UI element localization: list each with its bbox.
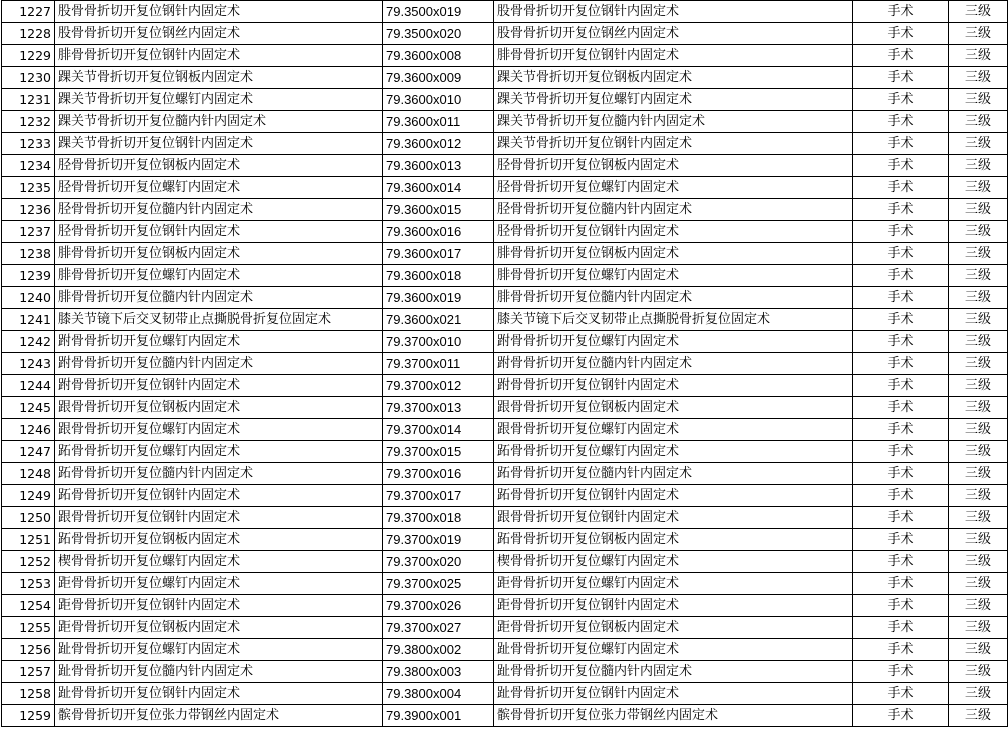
table-row [2, 67, 1008, 89]
row-number-cell: 1238 [2, 243, 55, 265]
procedure-type-cell: 手术 [853, 353, 949, 375]
row-number-cell: 1253 [2, 573, 55, 595]
table-row [2, 111, 1008, 133]
procedure-name-cell: 距骨骨折切开复位钢针内固定术 [55, 595, 383, 617]
procedure-type-cell: 手术 [853, 595, 949, 617]
procedure-level-cell: 三级 [949, 155, 1008, 177]
procedure-name-cell: 跗骨骨折切开复位螺钉内固定术 [55, 331, 383, 353]
procedure-level-cell: 三级 [949, 639, 1008, 661]
procedure-name-cell: 跗骨骨折切开复位钢针内固定术 [55, 375, 383, 397]
procedure-name-cell: 跟骨骨折切开复位钢针内固定术 [55, 507, 383, 529]
procedure-code-cell: 79.3600x017 [383, 243, 494, 265]
procedure-level-cell: 三级 [949, 67, 1008, 89]
procedure-name-standard-cell: 跖骨骨折切开复位钢板内固定术 [494, 529, 853, 551]
procedure-type-cell: 手术 [853, 529, 949, 551]
procedure-name-standard-cell: 趾骨骨折切开复位髓内针内固定术 [494, 661, 853, 683]
procedure-code-cell: 79.3600x010 [383, 89, 494, 111]
row-number-cell: 1242 [2, 331, 55, 353]
procedure-code-cell: 79.3700x020 [383, 551, 494, 573]
row-number-cell: 1243 [2, 353, 55, 375]
table-row [2, 397, 1008, 419]
procedure-type-cell: 手术 [853, 287, 949, 309]
procedure-name-standard-cell: 踝关节骨折切开复位螺钉内固定术 [494, 89, 853, 111]
procedure-name-cell: 腓骨骨折切开复位螺钉内固定术 [55, 265, 383, 287]
procedure-code-cell: 79.3700x025 [383, 573, 494, 595]
row-number-cell: 1227 [2, 1, 55, 23]
table-row [2, 23, 1008, 45]
row-number-cell: 1233 [2, 133, 55, 155]
procedure-name-standard-cell: 趾骨骨折切开复位钢针内固定术 [494, 683, 853, 705]
procedure-type-cell: 手术 [853, 617, 949, 639]
procedure-level-cell: 三级 [949, 111, 1008, 133]
procedure-type-cell: 手术 [853, 89, 949, 111]
table-row [2, 1, 1008, 23]
table-row [2, 199, 1008, 221]
procedure-level-cell: 三级 [949, 23, 1008, 45]
row-number-cell: 1239 [2, 265, 55, 287]
procedure-type-cell: 手术 [853, 375, 949, 397]
procedure-name-cell: 胫骨骨折切开复位钢板内固定术 [55, 155, 383, 177]
table-row [2, 485, 1008, 507]
procedure-name-standard-cell: 跗骨骨折切开复位螺钉内固定术 [494, 331, 853, 353]
procedure-type-cell: 手术 [853, 463, 949, 485]
procedure-name-standard-cell: 股骨骨折切开复位钢丝内固定术 [494, 23, 853, 45]
procedure-code-cell: 79.3800x003 [383, 661, 494, 683]
procedure-name-standard-cell: 距骨骨折切开复位钢针内固定术 [494, 595, 853, 617]
row-number-cell: 1234 [2, 155, 55, 177]
procedure-type-cell: 手术 [853, 551, 949, 573]
procedure-name-standard-cell: 踝关节骨折切开复位钢板内固定术 [494, 67, 853, 89]
procedure-name-standard-cell: 踝关节骨折切开复位钢针内固定术 [494, 133, 853, 155]
procedure-name-cell: 胫骨骨折切开复位螺钉内固定术 [55, 177, 383, 199]
procedure-name-cell: 胫骨骨折切开复位髓内针内固定术 [55, 199, 383, 221]
procedure-type-cell: 手术 [853, 397, 949, 419]
row-number-cell: 1252 [2, 551, 55, 573]
procedure-level-cell: 三级 [949, 221, 1008, 243]
table-row [2, 309, 1008, 331]
procedure-level-cell: 三级 [949, 617, 1008, 639]
row-number-cell: 1251 [2, 529, 55, 551]
procedure-code-cell: 79.3800x002 [383, 639, 494, 661]
procedure-name-standard-cell: 跟骨骨折切开复位螺钉内固定术 [494, 419, 853, 441]
procedure-name-cell: 股骨骨折切开复位钢丝内固定术 [55, 23, 383, 45]
procedure-name-standard-cell: 跖骨骨折切开复位钢针内固定术 [494, 485, 853, 507]
procedure-type-cell: 手术 [853, 683, 949, 705]
procedure-level-cell: 三级 [949, 441, 1008, 463]
procedure-level-cell: 三级 [949, 463, 1008, 485]
row-number-cell: 1259 [2, 705, 55, 727]
procedure-name-cell: 跟骨骨折切开复位螺钉内固定术 [55, 419, 383, 441]
procedure-code-cell: 79.3600x009 [383, 67, 494, 89]
procedure-type-cell: 手术 [853, 45, 949, 67]
row-number-cell: 1247 [2, 441, 55, 463]
procedure-type-cell: 手术 [853, 199, 949, 221]
procedure-level-cell: 三级 [949, 507, 1008, 529]
procedure-level-cell: 三级 [949, 243, 1008, 265]
procedure-code-cell: 79.3600x014 [383, 177, 494, 199]
procedure-code-cell: 79.3700x010 [383, 331, 494, 353]
procedure-level-cell: 三级 [949, 265, 1008, 287]
procedure-name-standard-cell: 趾骨骨折切开复位螺钉内固定术 [494, 639, 853, 661]
table-row [2, 595, 1008, 617]
procedure-level-cell: 三级 [949, 375, 1008, 397]
row-number-cell: 1248 [2, 463, 55, 485]
procedure-level-cell: 三级 [949, 1, 1008, 23]
procedure-type-cell: 手术 [853, 243, 949, 265]
row-number-cell: 1255 [2, 617, 55, 639]
procedure-type-cell: 手术 [853, 133, 949, 155]
procedure-code-cell: 79.3700x018 [383, 507, 494, 529]
procedure-type-cell: 手术 [853, 265, 949, 287]
procedure-level-cell: 三级 [949, 353, 1008, 375]
table-row [2, 375, 1008, 397]
procedure-type-cell: 手术 [853, 441, 949, 463]
procedure-code-cell: 79.3600x011 [383, 111, 494, 133]
procedure-name-standard-cell: 距骨骨折切开复位螺钉内固定术 [494, 573, 853, 595]
row-number-cell: 1250 [2, 507, 55, 529]
table-row [2, 441, 1008, 463]
procedure-code-cell: 79.3600x019 [383, 287, 494, 309]
procedure-code-cell: 79.3600x013 [383, 155, 494, 177]
procedure-type-cell: 手术 [853, 67, 949, 89]
procedure-name-cell: 踝关节骨折切开复位钢板内固定术 [55, 67, 383, 89]
procedure-code-cell: 79.3800x004 [383, 683, 494, 705]
row-number-cell: 1230 [2, 67, 55, 89]
procedure-type-cell: 手术 [853, 573, 949, 595]
procedure-code-cell: 79.3900x001 [383, 705, 494, 727]
procedure-level-cell: 三级 [949, 309, 1008, 331]
row-number-cell: 1246 [2, 419, 55, 441]
table-row [2, 221, 1008, 243]
procedure-code-cell: 79.3700x011 [383, 353, 494, 375]
row-number-cell: 1229 [2, 45, 55, 67]
procedure-name-standard-cell: 膝关节镜下后交叉韧带止点撕脱骨折复位固定术 [494, 309, 853, 331]
table-row [2, 177, 1008, 199]
procedure-level-cell: 三级 [949, 331, 1008, 353]
row-number-cell: 1241 [2, 309, 55, 331]
procedure-code-cell: 79.3500x019 [383, 1, 494, 23]
procedure-name-cell: 趾骨骨折切开复位髓内针内固定术 [55, 661, 383, 683]
row-number-cell: 1254 [2, 595, 55, 617]
procedure-name-cell: 腓骨骨折切开复位钢板内固定术 [55, 243, 383, 265]
procedure-name-standard-cell: 髌骨骨折切开复位张力带钢丝内固定术 [494, 705, 853, 727]
procedure-name-cell: 跖骨骨折切开复位螺钉内固定术 [55, 441, 383, 463]
procedure-name-standard-cell: 腓骨骨折切开复位髓内针内固定术 [494, 287, 853, 309]
row-number-cell: 1228 [2, 23, 55, 45]
procedure-name-cell: 踝关节骨折切开复位螺钉内固定术 [55, 89, 383, 111]
procedure-level-cell: 三级 [949, 177, 1008, 199]
procedure-name-standard-cell: 胫骨骨折切开复位螺钉内固定术 [494, 177, 853, 199]
procedure-level-cell: 三级 [949, 551, 1008, 573]
procedure-type-cell: 手术 [853, 155, 949, 177]
table-row [2, 45, 1008, 67]
table-row [2, 89, 1008, 111]
procedure-code-cell: 79.3600x012 [383, 133, 494, 155]
procedure-type-cell: 手术 [853, 177, 949, 199]
table-row [2, 287, 1008, 309]
procedure-name-cell: 膝关节镜下后交叉韧带止点撕脱骨折复位固定术 [55, 309, 383, 331]
procedure-type-cell: 手术 [853, 661, 949, 683]
table-row [2, 507, 1008, 529]
procedure-name-cell: 腓骨骨折切开复位髓内针内固定术 [55, 287, 383, 309]
table-row [2, 617, 1008, 639]
procedure-name-standard-cell: 跖骨骨折切开复位螺钉内固定术 [494, 441, 853, 463]
procedure-level-cell: 三级 [949, 199, 1008, 221]
table-row [2, 331, 1008, 353]
table-row [2, 155, 1008, 177]
procedure-name-standard-cell: 踝关节骨折切开复位髓内针内固定术 [494, 111, 853, 133]
procedure-level-cell: 三级 [949, 397, 1008, 419]
procedure-code-cell: 79.3600x021 [383, 309, 494, 331]
procedure-type-cell: 手术 [853, 485, 949, 507]
row-number-cell: 1257 [2, 661, 55, 683]
procedure-type-cell: 手术 [853, 1, 949, 23]
procedure-name-cell: 跟骨骨折切开复位钢板内固定术 [55, 397, 383, 419]
procedure-name-standard-cell: 距骨骨折切开复位钢板内固定术 [494, 617, 853, 639]
procedure-name-standard-cell: 跗骨骨折切开复位髓内针内固定术 [494, 353, 853, 375]
procedure-name-standard-cell: 腓骨骨折切开复位钢针内固定术 [494, 45, 853, 67]
procedure-level-cell: 三级 [949, 529, 1008, 551]
procedure-name-cell: 跖骨骨折切开复位钢板内固定术 [55, 529, 383, 551]
table-row [2, 419, 1008, 441]
row-number-cell: 1232 [2, 111, 55, 133]
row-number-cell: 1244 [2, 375, 55, 397]
procedure-name-cell: 楔骨骨折切开复位螺钉内固定术 [55, 551, 383, 573]
procedure-name-standard-cell: 跟骨骨折切开复位钢针内固定术 [494, 507, 853, 529]
procedure-name-cell: 跖骨骨折切开复位钢针内固定术 [55, 485, 383, 507]
table-row [2, 265, 1008, 287]
procedure-name-cell: 髌骨骨折切开复位张力带钢丝内固定术 [55, 705, 383, 727]
table-row [2, 243, 1008, 265]
procedure-type-cell: 手术 [853, 331, 949, 353]
procedure-name-standard-cell: 胫骨骨折切开复位髓内针内固定术 [494, 199, 853, 221]
row-number-cell: 1258 [2, 683, 55, 705]
procedure-code-cell: 79.3700x016 [383, 463, 494, 485]
row-number-cell: 1249 [2, 485, 55, 507]
procedure-type-cell: 手术 [853, 309, 949, 331]
procedure-code-cell: 79.3600x018 [383, 265, 494, 287]
procedure-code-cell: 79.3700x012 [383, 375, 494, 397]
procedure-name-standard-cell: 跖骨骨折切开复位髓内针内固定术 [494, 463, 853, 485]
procedure-code-cell: 79.3600x008 [383, 45, 494, 67]
table-row [2, 573, 1008, 595]
row-number-cell: 1236 [2, 199, 55, 221]
procedure-name-standard-cell: 胫骨骨折切开复位钢针内固定术 [494, 221, 853, 243]
procedure-name-cell: 踝关节骨折切开复位髓内针内固定术 [55, 111, 383, 133]
procedure-level-cell: 三级 [949, 485, 1008, 507]
procedure-name-cell: 趾骨骨折切开复位螺钉内固定术 [55, 639, 383, 661]
table-row [2, 683, 1008, 705]
procedure-code-cell: 79.3700x019 [383, 529, 494, 551]
procedure-name-standard-cell: 腓骨骨折切开复位螺钉内固定术 [494, 265, 853, 287]
row-number-cell: 1231 [2, 89, 55, 111]
procedure-name-standard-cell: 股骨骨折切开复位钢针内固定术 [494, 1, 853, 23]
procedure-name-cell: 跖骨骨折切开复位髓内针内固定术 [55, 463, 383, 485]
procedure-table [1, 0, 1008, 727]
procedure-level-cell: 三级 [949, 683, 1008, 705]
procedure-code-cell: 79.3700x017 [383, 485, 494, 507]
procedure-name-cell: 距骨骨折切开复位螺钉内固定术 [55, 573, 383, 595]
procedure-level-cell: 三级 [949, 595, 1008, 617]
procedure-code-cell: 79.3600x016 [383, 221, 494, 243]
procedure-level-cell: 三级 [949, 705, 1008, 727]
table-row [2, 463, 1008, 485]
table-row [2, 133, 1008, 155]
procedure-name-cell: 胫骨骨折切开复位钢针内固定术 [55, 221, 383, 243]
procedure-name-cell: 股骨骨折切开复位钢针内固定术 [55, 1, 383, 23]
procedure-code-cell: 79.3500x020 [383, 23, 494, 45]
table-body [2, 1, 1008, 727]
procedure-type-cell: 手术 [853, 507, 949, 529]
procedure-name-standard-cell: 跗骨骨折切开复位钢针内固定术 [494, 375, 853, 397]
row-number-cell: 1240 [2, 287, 55, 309]
procedure-name-standard-cell: 跟骨骨折切开复位钢板内固定术 [494, 397, 853, 419]
procedure-level-cell: 三级 [949, 419, 1008, 441]
procedure-name-standard-cell: 胫骨骨折切开复位钢板内固定术 [494, 155, 853, 177]
procedure-level-cell: 三级 [949, 133, 1008, 155]
procedure-code-cell: 79.3700x013 [383, 397, 494, 419]
procedure-level-cell: 三级 [949, 89, 1008, 111]
procedure-code-cell: 79.3600x015 [383, 199, 494, 221]
table-row [2, 551, 1008, 573]
procedure-name-cell: 距骨骨折切开复位钢板内固定术 [55, 617, 383, 639]
row-number-cell: 1235 [2, 177, 55, 199]
procedure-level-cell: 三级 [949, 287, 1008, 309]
procedure-name-cell: 腓骨骨折切开复位钢针内固定术 [55, 45, 383, 67]
row-number-cell: 1245 [2, 397, 55, 419]
procedure-level-cell: 三级 [949, 573, 1008, 595]
table-row [2, 639, 1008, 661]
procedure-type-cell: 手术 [853, 419, 949, 441]
procedure-code-cell: 79.3700x014 [383, 419, 494, 441]
procedure-name-standard-cell: 楔骨骨折切开复位螺钉内固定术 [494, 551, 853, 573]
procedure-type-cell: 手术 [853, 23, 949, 45]
procedure-name-standard-cell: 腓骨骨折切开复位钢板内固定术 [494, 243, 853, 265]
procedure-level-cell: 三级 [949, 45, 1008, 67]
table-row [2, 529, 1008, 551]
procedure-type-cell: 手术 [853, 639, 949, 661]
table-row [2, 353, 1008, 375]
procedure-name-cell: 趾骨骨折切开复位钢针内固定术 [55, 683, 383, 705]
procedure-type-cell: 手术 [853, 705, 949, 727]
procedure-type-cell: 手术 [853, 111, 949, 133]
table-row [2, 705, 1008, 727]
procedure-type-cell: 手术 [853, 221, 949, 243]
procedure-code-cell: 79.3700x027 [383, 617, 494, 639]
table-row [2, 661, 1008, 683]
procedure-name-cell: 跗骨骨折切开复位髓内针内固定术 [55, 353, 383, 375]
procedure-level-cell: 三级 [949, 661, 1008, 683]
procedure-code-cell: 79.3700x026 [383, 595, 494, 617]
row-number-cell: 1237 [2, 221, 55, 243]
row-number-cell: 1256 [2, 639, 55, 661]
procedure-name-cell: 踝关节骨折切开复位钢针内固定术 [55, 133, 383, 155]
procedure-code-cell: 79.3700x015 [383, 441, 494, 463]
